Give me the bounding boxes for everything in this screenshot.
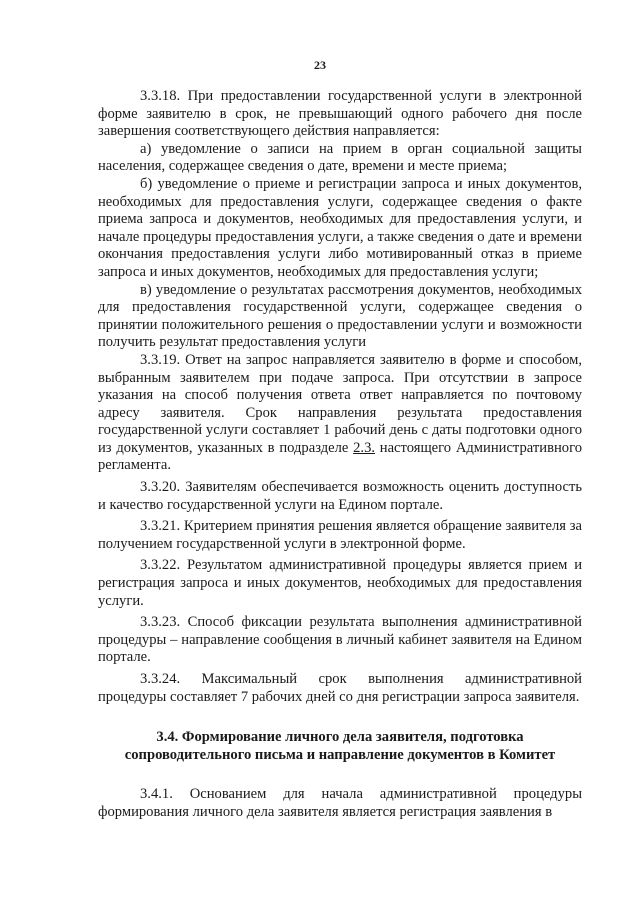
list-item-a: а) уведомление о записи на прием в орган социальной защиты населения, содержащее сведения о дате, времени и месте приема;	[98, 140, 582, 175]
section-heading-line-1: 3.4. Формирование личного дела заявителя, подготовка	[156, 729, 524, 746]
list-item-c: в) уведомление о результатах рассмотрения документов, необходимых для предоставления государственной услуги, содержащее сведения о принятии положительного решения о предоставлении услуги и возможности получить результат предоставления услуги	[98, 281, 582, 351]
paragraph-3-3-19-tail: настоящего Административного регламента.	[98, 439, 582, 474]
paragraph-3-3-19	[98, 352, 582, 475]
paragraph-3-3-18: 3.3.18. При предоставлении государственной услуги в электронной форме заявителю в срок, не превышающий одного рабочего дня после завершения соответствующего действия направляется:	[98, 88, 582, 140]
section-heading-line-2: сопроводительного письма и направление документов в Комитет	[124, 747, 556, 764]
section-heading-3-4	[98, 728, 582, 764]
paragraph-3-4-1: 3.4.1. Основанием для начала административной процедуры формирования личного дела заявителя является регистрация заявления в	[98, 786, 582, 820]
document-body	[98, 88, 582, 821]
list-item-b: б) уведомление о приеме и регистрации запроса и иных документов, необходимых для предоставления услуги, содержащее сведения о факте приема запроса и документов, необходимых для предоставления услуги, и начале процедуры предоставления услуги, а также сведения о дате и времени окончания предоставления услуги либо мотивированный отказ в приеме запроса и иных документов, необходимых для предоставления услуги;	[98, 175, 582, 280]
section-link[interactable]: 2.3.	[353, 439, 376, 456]
paragraph-3-3-21: 3.3.21. Критерием принятия решения является обращение заявителя за получением государственной услуги в электронной форме.	[98, 518, 582, 552]
paragraph-3-3-23: 3.3.23. Способ фиксации результата выполнения административной процедуры – направление сообщения в личный кабинет заявителя на Едином портале.	[98, 614, 582, 666]
paragraph-3-3-19-text: 3.3.19. Ответ на запрос направляется заявителю в форме и способом, выбранным заявителем при подаче запроса. При отсутствии в запросе указания на способ получения ответа ответ направляется по почтовому адресу заявителя. Срок направления результата предоставления государственной услуги составляет 1 рабочий день с даты подготовки одного из документов, указанных в подразделе	[98, 351, 582, 456]
paragraph-3-3-24: 3.3.24. Максимальный срок выполнения административной процедуры составляет 7 рабочих дней со дня регистрации запроса заявителя.	[98, 671, 582, 705]
paragraph-3-3-22: 3.3.22. Результатом административной процедуры является прием и регистрация запроса и иных документов, необходимых для предоставления услуги.	[98, 557, 582, 609]
paragraph-3-3-20: 3.3.20. Заявителям обеспечивается возможность оценить доступность и качество государственной услуги на Едином портале.	[98, 479, 582, 513]
page-number: 23	[314, 58, 326, 72]
